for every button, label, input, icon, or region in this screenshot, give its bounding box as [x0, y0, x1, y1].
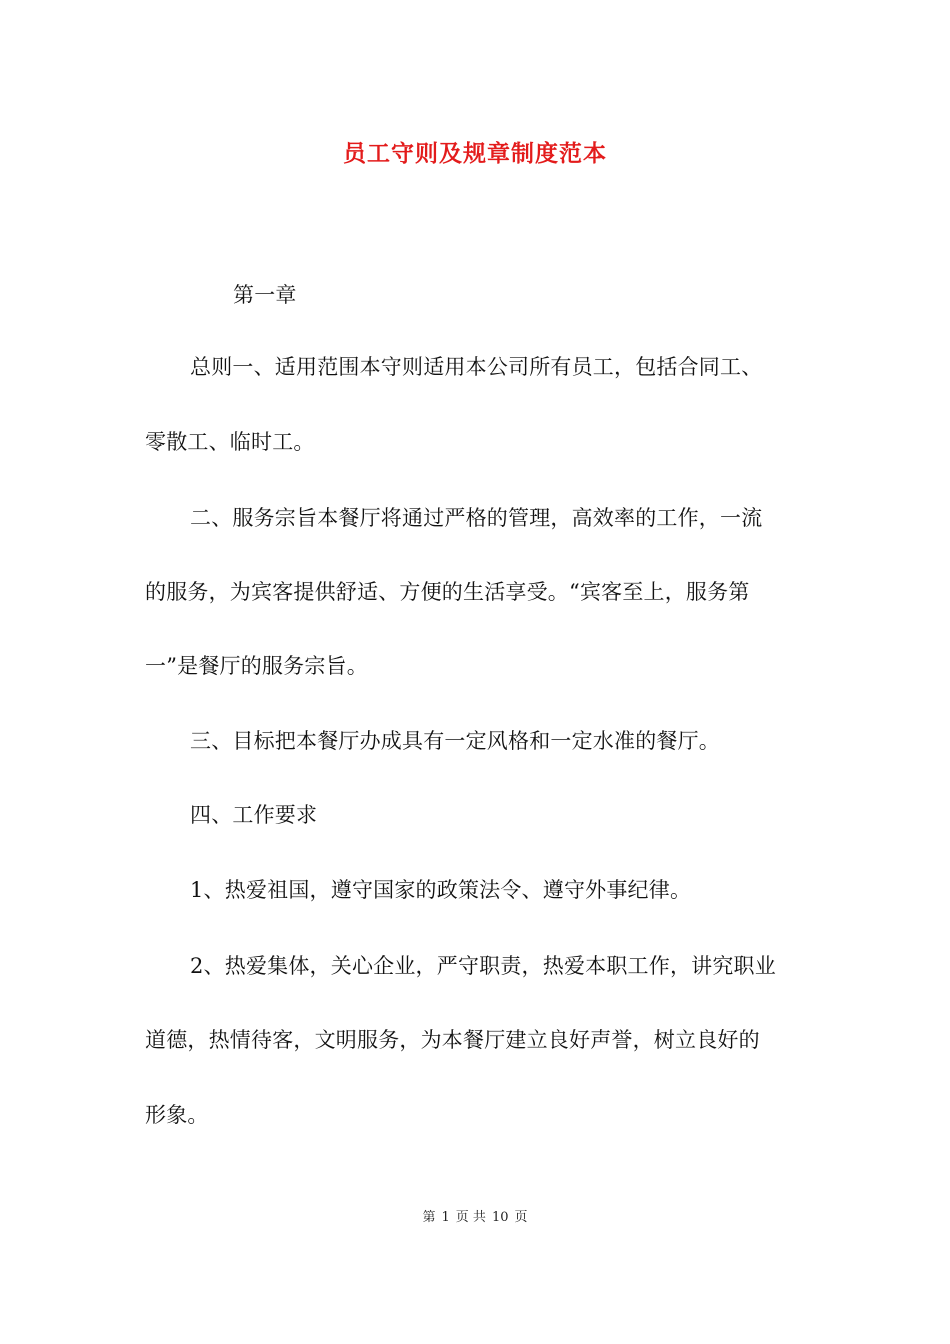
page-label-suffix: 页 [514, 1210, 528, 1225]
paragraph-line: 形象。 [145, 1103, 209, 1127]
section-heading: 四、工作要求 [190, 803, 318, 827]
paragraph-line: 2、热爱集体，关心企业，严守职责，热爱本职工作，讲究职业 [190, 954, 776, 978]
paragraph-line: 1、热爱祖国，遵守国家的政策法令、遵守外事纪律。 [190, 878, 692, 902]
document-title: 员工守则及规章制度范本 [343, 140, 607, 167]
current-page-number: 1 [441, 1210, 450, 1225]
page-label-prefix: 第 [422, 1210, 436, 1225]
total-pages-number: 10 [491, 1210, 509, 1225]
paragraph-line: 三、目标把本餐厅办成具有一定风格和一定水准的餐厅。 [190, 729, 720, 753]
paragraph-line: 的服务，为宾客提供舒适、方便的生活享受。“宾客至上，服务第 [145, 580, 750, 604]
page-number-footer [0, 1208, 950, 1228]
paragraph-line: 总则一、适用范围本守则适用本公司所有员工，包括合同工、 [190, 355, 763, 379]
paragraph-line: 二、服务宗旨本餐厅将通过严格的管理，高效率的工作，一流 [190, 506, 763, 530]
page-label-mid: 页 共 [455, 1210, 486, 1225]
paragraph-line: 一”是餐厅的服务宗旨。 [145, 654, 368, 678]
paragraph-line: 道德，热情待客，文明服务，为本餐厅建立良好声誉，树立良好的 [145, 1028, 760, 1052]
chapter-heading: 第一章 [233, 283, 297, 307]
paragraph-line: 零散工、临时工。 [145, 430, 315, 454]
